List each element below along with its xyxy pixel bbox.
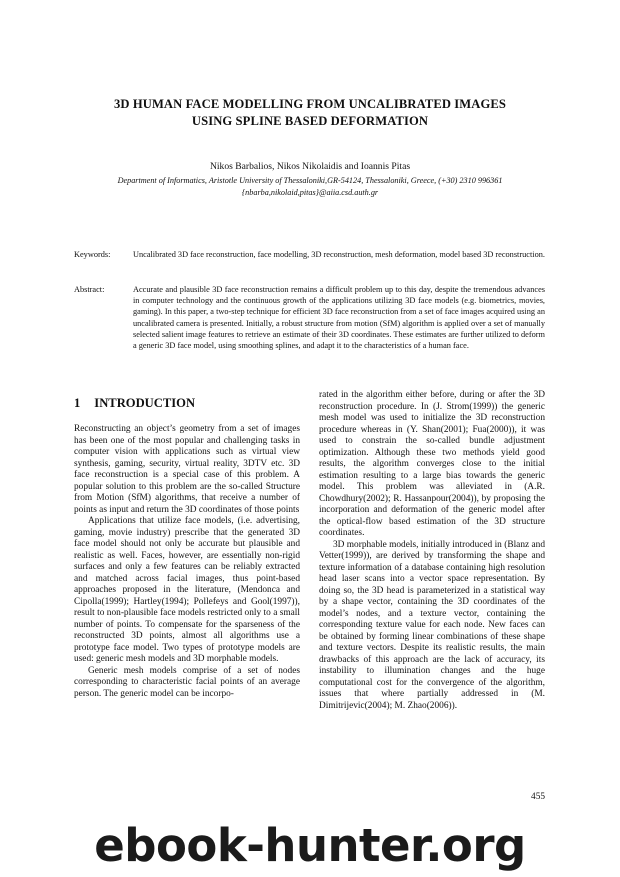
paragraph: 3D morphable models, initially introduced in (Blanz and Vetter(1999)), are derived by transforming the shape and texture information of a database containing high resolution head laser scans into a vector space representation. By doing so, the 3D head is parameterized in a statistical way by a shape vector, containing the 3D coordinates of the model’s nodes, and a texture vector, containing the corresponding texture value for each node. New faces can be obtained by forming linear combinations of these shape and texture vectors. Despite its realistic results, the main drawbacks of this approach are the lack of accuracy, its instability to illumination changes and the huge computational cost for the convergence of the algorithm, issues that where partially addressed in (M. Dimitrijevic(2004); M. Zhao(2006)).	[319, 539, 545, 711]
title-line-1: 3D HUMAN FACE MODELLING FROM UNCALIBRATED IMAGES	[114, 97, 506, 111]
paper-title	[60, 96, 560, 130]
title-line-2: USING SPLINE BASED DEFORMATION	[191, 114, 429, 128]
affiliation-line: Department of Informatics, Aristotle University of Thessaloniki,GR-54124, Thessaloniki, Greece, (+30) 2310 996361	[117, 176, 503, 185]
watermark-logo: ebook-hunter.org	[94, 819, 526, 872]
affiliation	[40, 175, 580, 199]
abstract-text: Accurate and plausible 3D face reconstruction remains a difficult problem up to this day, despite the tremendous advances in computer technology and the continuous growth of the applications utilizing 3D face models (e.g. biometrics, movies, gaming). In this paper, a two-step technique for efficient 3D face reconstruction from a set of face images acquired using an uncalibrated camera is presented. Initially, a robust structure from motion (SfM) algorithm is applied over a set of manually selected salient image features to retrieve an estimate of their 3D coordinates. These estimates are further utilized to deform a generic 3D face model, using smoothing splines, and adapt it to the characteristics of a human face.	[133, 285, 545, 351]
left-column	[74, 424, 300, 700]
right-column	[319, 390, 545, 712]
paragraph: Generic mesh models comprise of a set of nodes corresponding to characteristic facial points of an average person. The generic model can be incorpo-	[74, 665, 300, 699]
author-emails: {nbarba,nikolaid,pitas}@aiia.csd.auth.gr	[241, 188, 379, 197]
paragraph: Reconstructing an object’s geometry from a set of images has been one of the most popular and challenging tasks in computer vision with applications such as virtual view synthesis, gaming, security, virtual reality, 3DTV etc. 3D face reconstruction is a special case of this problem. A popular solution to this problem are the so-called Structure from Motion (SfM) algorithms, that receive a number of points as input and return the 3D coordinates of those points	[74, 424, 300, 515]
keywords-text: Uncalibrated 3D face reconstruction, face modelling, 3D reconstruction, mesh deformation, model based 3D reconstruction.	[133, 250, 545, 259]
abstract-label: Abstract:	[74, 285, 105, 294]
section-heading	[74, 396, 195, 411]
keywords-label: Keywords:	[74, 250, 111, 259]
section-number: 1	[74, 396, 81, 410]
section-title: INTRODUCTION	[94, 396, 196, 410]
paragraph: Applications that utilize face models, (i.e. advertising, gaming, movie industry) prescribe that the generated 3D face model should not only be accurate but plausible and realistic as well. Faces, however, are essentially non-rigid surfaces and only a few features can be reliably extracted and matched across facial images, thus point-based approaches proposed in the literature, (Mendonca and Cipolla(1999); Hartley(1994); Pollefeys and Gool(1997)), result to non-plausible face models restricted only to a small number of points. To compensate for the sparseness of the reconstructed 3D points, almost all algorithms use a prototype face model. Two types of prototype models are used: generic mesh models and 3D morphable models.	[74, 516, 300, 664]
author-list: Nikos Barbalios, Nikos Nikolaidis and Ioannis Pitas	[209, 161, 411, 172]
page-number: 455	[531, 792, 545, 802]
paragraph: rated in the algorithm either before, during or after the 3D reconstruction procedure. In (J. Strom(1999)) the generic mesh model was used to initialize the 3D reconstruction procedure whereas in (Y. Shan(2001); Fua(2000)), it was used to constrain the so-called bundle adjustment optimization. Although these two methods yield good results, the algorithm converges close to the initial estimation resulting to a large bias towards the generic model. This problem was alleviated in (A.R. Chowdhury(2002); R. Hassanpour(2004)), by proposing the incorporation and deformation of the generic model after the optical-flow based estimation of the 3D structure coordinates.	[319, 390, 545, 538]
